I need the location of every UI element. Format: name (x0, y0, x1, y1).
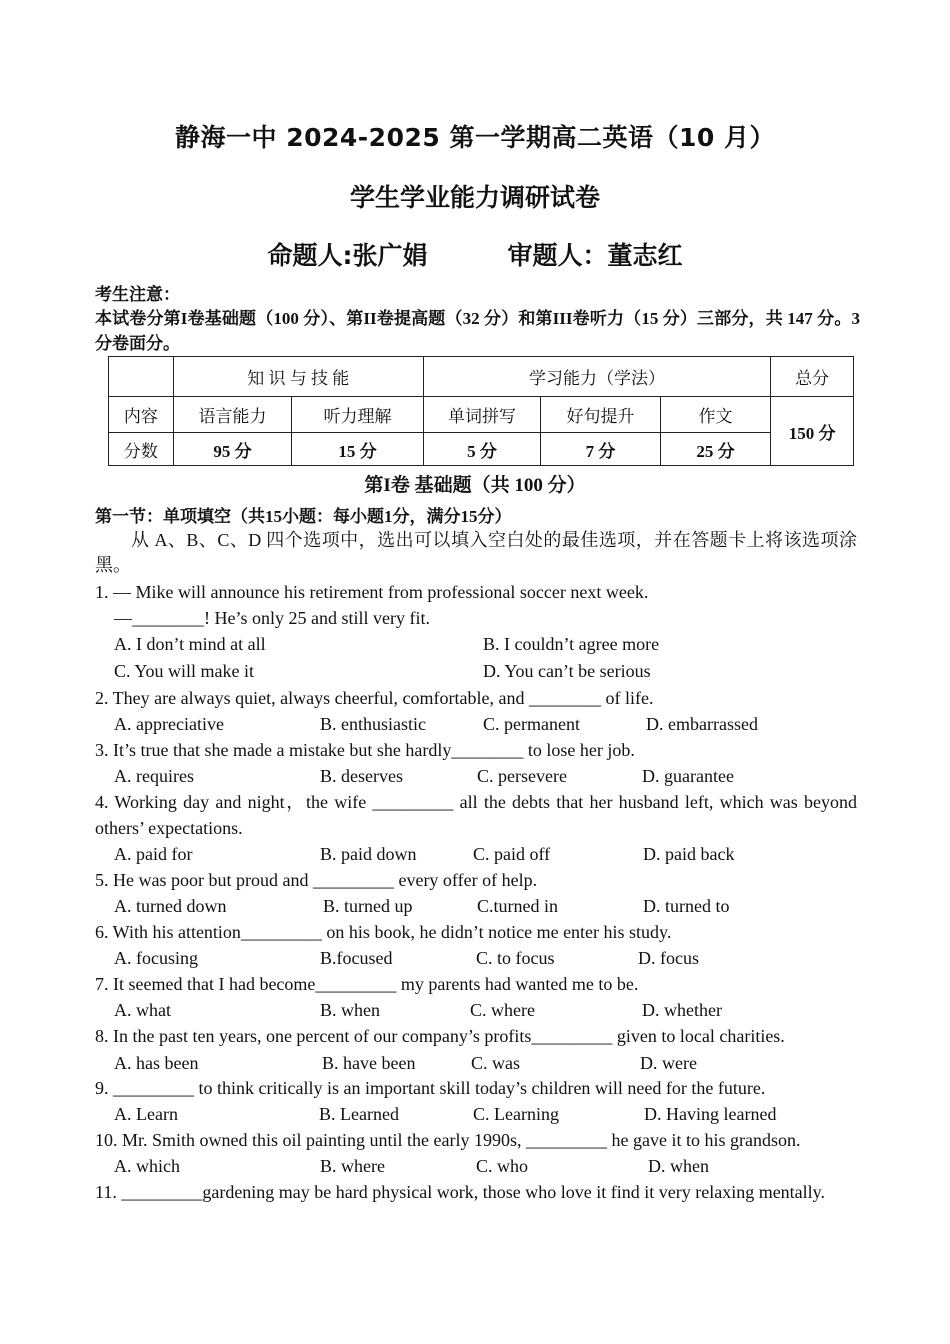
content-cell: 作文 (660, 397, 771, 433)
header-knowledge: 知 识 与 技 能 (173, 357, 423, 397)
option: A. I don’t mind at all (114, 634, 266, 654)
option: D. You can’t be serious (483, 661, 651, 681)
authors-line (0, 236, 950, 272)
option: D. turned to (643, 896, 730, 916)
question-stem: 3. It’s true that she made a mistake but she hardly________ to lose her job. (95, 740, 635, 760)
option: A. which (114, 1156, 180, 1176)
option: A. Learn (114, 1104, 178, 1124)
option: A. focusing (114, 948, 198, 968)
score-cell: 25 分 (660, 433, 771, 466)
exam-title: 静海一中 2024-2025 第一学期高二英语（10 月） (175, 123, 775, 152)
content-cell: 好句提升 (541, 397, 661, 433)
option: A. paid for (114, 844, 193, 864)
option: C.turned in (477, 896, 558, 916)
option: D. focus (638, 948, 699, 968)
option: C. was (471, 1053, 520, 1073)
score-cell: 7 分 (541, 433, 661, 466)
option: D. guarantee (642, 766, 734, 786)
option: B. enthusiastic (320, 714, 426, 734)
author: 命题人:张广娟 (267, 241, 428, 270)
question-stem: 6. With his attention_________ on his book, he didn’t notice me enter his study. (95, 922, 672, 942)
option: B. have been (322, 1053, 416, 1073)
question-stem: 4. Working day and night，the wife _________ all the debts that her husband left, which was beyond others’ expectations. (95, 792, 857, 838)
score-cell: 15 分 (292, 433, 423, 466)
exam-subtitle: 学生学业能力调研试卷 (349, 183, 600, 212)
option: A. turned down (114, 896, 227, 916)
header-ability: 学习能力（学法） (423, 357, 771, 397)
total-score: 150 分 (771, 397, 854, 466)
option: B. paid down (320, 844, 417, 864)
part-title: 第一节：单项填空（共15小题：每小题1分，满分15分） (95, 507, 512, 526)
notice-label: 考生注意： (95, 285, 180, 304)
option: C. to focus (476, 948, 555, 968)
option: D. whether (642, 1000, 722, 1020)
option: C. paid off (473, 844, 551, 864)
option: C. You will make it (114, 661, 255, 681)
option: A. appreciative (114, 714, 224, 734)
content-cell: 听力理解 (292, 397, 423, 433)
question-stem: 10. Mr. Smith owned this oil painting until the early 1990s, _________ he gave it to his grandson. (95, 1130, 801, 1150)
option: C. where (470, 1000, 535, 1020)
question-stem-reply: —________! He’s only 25 and still very fit. (114, 608, 430, 628)
option: B. deserves (320, 766, 403, 786)
row-score-label: 分数 (109, 433, 174, 466)
content-cell: 语言能力 (173, 397, 292, 433)
option: D. were (640, 1053, 697, 1073)
option: B. Learned (319, 1104, 399, 1124)
option: A. requires (114, 766, 194, 786)
notice-text: 本试卷分第I卷基础题（100 分）、第II卷提高题（32 分）和第III卷听力（15 分）三部分，共 147 分。3 分卷面分。 (95, 309, 860, 353)
score-table (108, 356, 854, 466)
option: A. has been (114, 1053, 199, 1073)
option: D. Having learned (644, 1104, 777, 1124)
question-stem: 5. He was poor but proud and _________ every offer of help. (95, 870, 538, 890)
score-cell: 5 分 (423, 433, 541, 466)
option: B. turned up (323, 896, 413, 916)
question-stem: 9. _________ to think critically is an important skill today’s children will need for the future. (95, 1078, 766, 1098)
option: D. when (648, 1156, 709, 1176)
option: B.focused (320, 948, 393, 968)
section-title: 第I卷 基础题（共 100 分） (364, 475, 586, 496)
reviewer: 审题人：董志红 (507, 241, 683, 270)
option: C. permanent (483, 714, 580, 734)
option: D. embarrassed (646, 714, 758, 734)
content-cell: 单词拼写 (423, 397, 541, 433)
question-stem: 7. It seemed that I had become_________ my parents had wanted me to be. (95, 974, 639, 994)
option: B. where (320, 1156, 385, 1176)
score-cell: 95 分 (173, 433, 292, 466)
option: C. who (476, 1156, 529, 1176)
question-stem: 2. They are always quiet, always cheerful, comfortable, and ________ of life. (95, 688, 654, 708)
row-content-label: 内容 (109, 397, 174, 433)
option: B. I couldn’t agree more (483, 634, 660, 654)
question-stem: 8. In the past ten years, one percent of our company’s profits_________ given to local charities. (95, 1026, 785, 1046)
option: C. Learning (473, 1104, 559, 1124)
header-total: 总分 (771, 357, 854, 397)
option: D. paid back (643, 844, 735, 864)
option: A. what (114, 1000, 171, 1020)
option: C. persevere (477, 766, 567, 786)
question-stem: 11. _________gardening may be hard physical work, those who love it find it very relaxing mentally. (95, 1182, 826, 1202)
question-stem: 1. — Mike will announce his retirement from professional soccer next week. (95, 582, 649, 602)
option: B. when (320, 1000, 380, 1020)
instruction: 从 A、B、C、D 四个选项中，选出可以填入空白处的最佳选项，并在答题卡上将该选项涂黑。 (95, 530, 857, 575)
